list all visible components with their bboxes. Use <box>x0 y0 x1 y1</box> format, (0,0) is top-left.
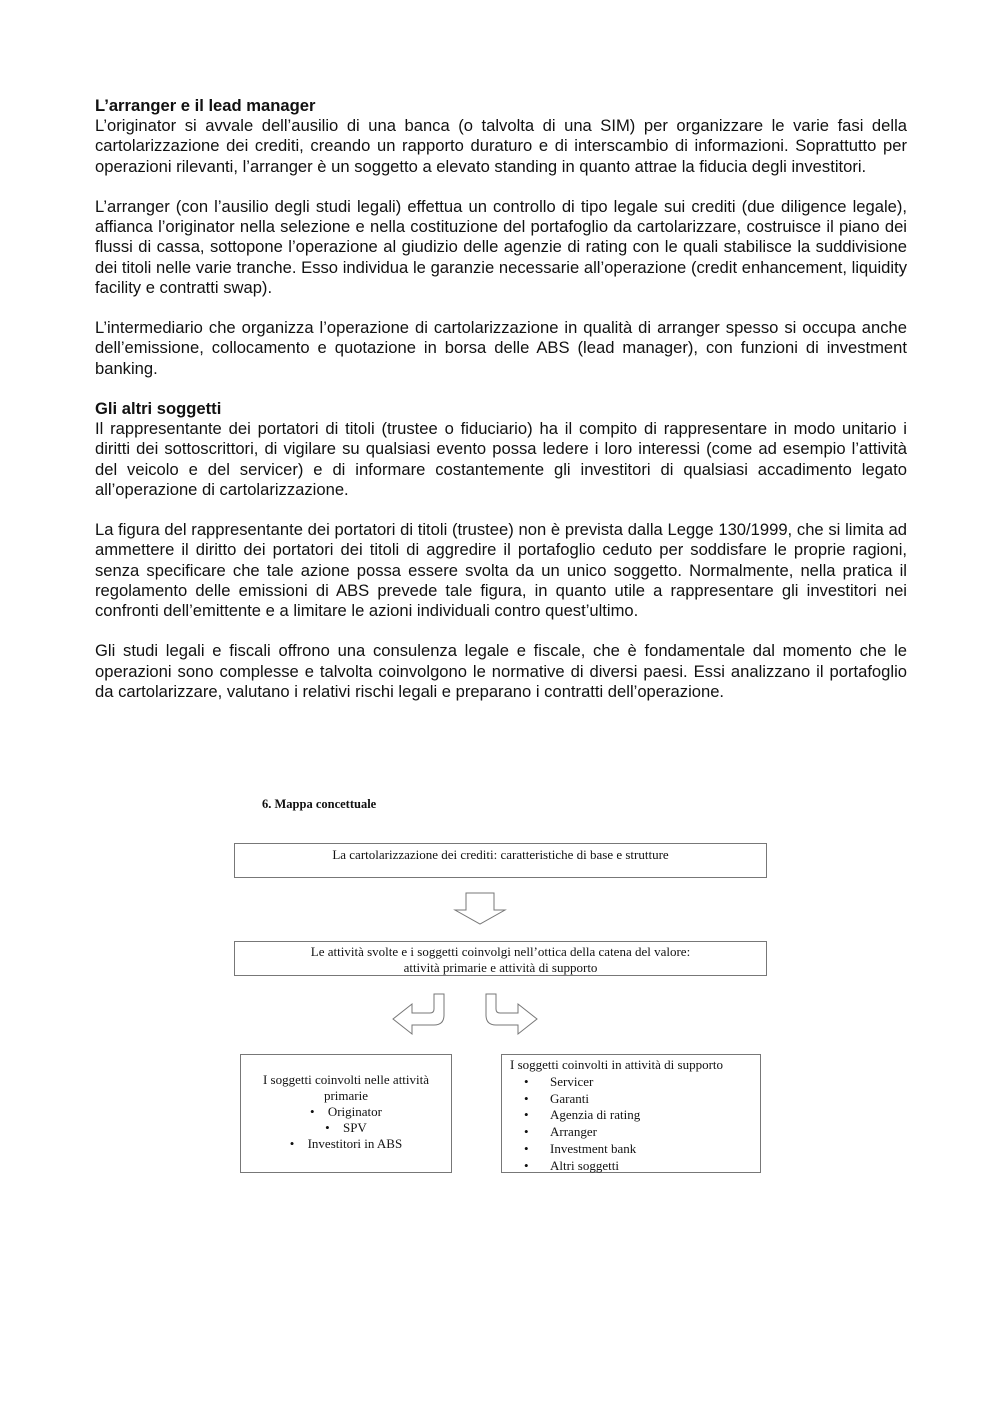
primary-activities-box <box>240 1054 452 1173</box>
primary-box-line2: primarie <box>323 1088 369 1103</box>
heading-arranger: L’arranger e il lead manager <box>95 96 316 115</box>
primary-item: • SPV <box>241 1120 451 1136</box>
primary-item: • Originator <box>241 1104 451 1120</box>
paragraph: L’originator si avvale dell’ausilio di una banca (o talvolta di una SIM) per organizzare le varie fasi della cartolarizzazione dei crediti, creando un rapporto duraturo e di interscambio di informazioni. Soprattutto per operazioni rilevanti, l’arranger è un soggetto a elevato standing in quanto attrae la fiducia degli investitori. <box>95 116 907 176</box>
support-activities-box <box>501 1054 761 1173</box>
curved-arrow-left-icon <box>390 993 450 1037</box>
support-item: • Arranger <box>510 1124 760 1141</box>
support-list <box>510 1074 760 1175</box>
middle-box-line2: attività primarie e attività di supporto <box>403 959 598 975</box>
curved-arrow-right-icon <box>480 993 540 1037</box>
paragraph: L’intermediario che organizza l’operazione di cartolarizzazione in qualità di arranger spesso si occupa anche dell’emissione, collocamento e quotazione in borsa delle ABS (lead manager), con funzioni di investment banking. <box>95 318 907 378</box>
support-item: • Servicer <box>510 1074 760 1091</box>
body-text <box>95 96 907 722</box>
down-arrow-icon <box>452 892 508 926</box>
support-item: • Investment bank <box>510 1141 760 1158</box>
middle-box <box>234 941 767 976</box>
paragraph: Il rappresentante dei portatori di titoli (trustee o fiduciario) ha il compito di rappresentare in modo unitario i diritti dei sottoscrittori, di vigilare su qualsiasi evento possa ledere i loro interessi (come ad esempio l’attività del veicolo e del servicer) e di informare costantemente gli investitori di qualsiasi accadimento legato all’operazione di cartolarizzazione. <box>95 419 907 499</box>
middle-box-line1: Le attività svolte e i soggetti coinvolgi nell’ottica della catena del valore: <box>310 944 691 959</box>
paragraph: L’arranger (con l’ausilio degli studi legali) effettua un controllo di tipo legale sui crediti (due diligence legale), affianca l’originator nella selezione e nella costituzione del portafoglio da cartolarizzare, costruisce il piano dei flussi di cassa, sottopone l’operazione al giudizio delle agenzie di rating con le quali stabilisce la suddivisione dei titoli nelle varie tranche. Esso individua le garanzie necessarie all’operazione (credit enhancement, liquidity facility e contratti swap). <box>95 197 907 297</box>
support-item: • Agenzia di rating <box>510 1107 760 1124</box>
top-box <box>234 843 767 878</box>
support-item: • Altri soggetti <box>510 1158 760 1175</box>
paragraph: La figura del rappresentante dei portatori di titoli (trustee) non è prevista dalla Legge 130/1999, che si limita ad ammettere il diritto dei portatori dei titoli di aggredire il portafoglio ceduto per soddisfare le proprie ragioni, senza specificare che tale azione possa essere svolta da un unico soggetto. Normalmente, nella pratica il regolamento delle emissioni di ABS prevede tale figura, in quanto utile a rappresentare gli investitori nei confronti dell’emittente e a limitare le azioni individuali contro quest’ultimo. <box>95 520 907 621</box>
primary-box-line1: I soggetti coinvolti nelle attività <box>262 1072 430 1087</box>
support-item: • Garanti <box>510 1091 760 1108</box>
top-box-label: La cartolarizzazione dei crediti: caratteristiche di base e strutture <box>332 847 669 862</box>
concept-map-title: 6. Mappa concettuale <box>262 797 377 811</box>
primary-item: • Investitori in ABS <box>241 1136 451 1152</box>
support-box-title: I soggetti coinvolti in attività di supporto <box>510 1057 724 1072</box>
heading-altri-soggetti: Gli altri soggetti <box>95 399 222 418</box>
paragraph: Gli studi legali e fiscali offrono una consulenza legale e fiscale, che è fondamentale dal momento che le operazioni sono complesse e talvolta coinvolgono le normative di diversi paesi. Essi analizzano il portafoglio da cartolarizzare, valutano i relativi rischi legali e preparano i contratti dell’operazione. <box>95 641 907 701</box>
